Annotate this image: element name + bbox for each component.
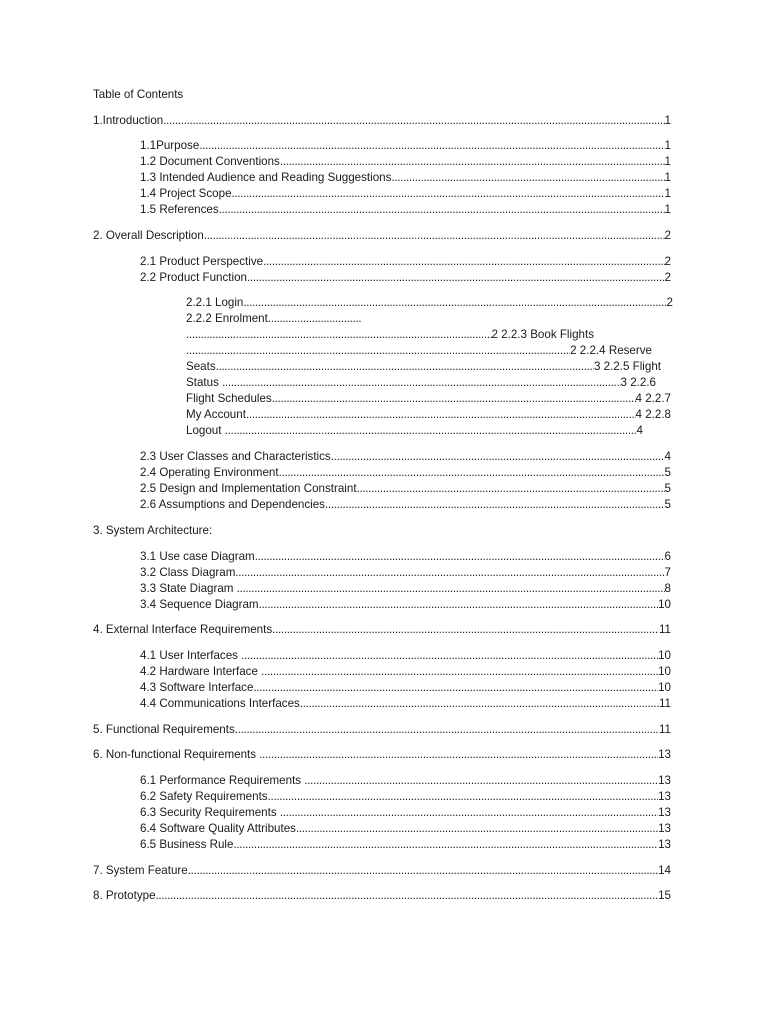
toc-entry-label: 6.1 Performance Requirements [140, 773, 305, 787]
dot-leader [156, 888, 659, 904]
toc-group [93, 138, 693, 218]
toc-group [93, 722, 693, 738]
toc-page-number: 5 [664, 466, 671, 480]
toc-entry-label: 3. System Architecture: [93, 523, 213, 537]
toc-subitem-line [186, 327, 594, 343]
toc-page-number: 15 [658, 889, 671, 903]
toc-page-number: 13 [658, 821, 671, 835]
toc-entry-label: 1.2 Document Conventions [140, 155, 280, 169]
toc-page-number: 1 [664, 139, 671, 153]
toc-group [93, 549, 693, 613]
toc-group [93, 622, 693, 638]
toc-title: Table of Contents [93, 88, 184, 101]
dot-leader [325, 497, 665, 513]
toc-subsection-entry [140, 497, 671, 513]
toc-page-number: 13 [658, 789, 671, 803]
dot-leader [272, 391, 636, 407]
toc-subsection-entry [140, 154, 671, 170]
toc-line-tail: 2 2.2.3 Book Flights [491, 328, 594, 342]
dot-leader [296, 821, 658, 837]
dot-leader [225, 423, 637, 439]
toc-subitem-line [186, 343, 652, 359]
toc-group [93, 648, 693, 712]
toc-subsection-entry [140, 465, 671, 481]
toc-line-tail: 3 2.2.5 Flight [593, 360, 661, 374]
toc-group [93, 254, 693, 286]
toc-entry-label: 4.2 Hardware Interface [140, 664, 262, 678]
dot-leader [188, 863, 658, 879]
toc-entry-label: 6.4 Software Quality Attributes [140, 821, 296, 835]
toc-page-number: 14 [658, 863, 671, 877]
toc-subsection-entry [140, 680, 671, 696]
dot-leader [279, 465, 665, 481]
toc-entry-label: 6.5 Business Rule [140, 837, 234, 851]
toc-page-number: 10 [658, 597, 671, 611]
toc-subsection-entry [140, 481, 671, 497]
toc-group [93, 863, 693, 879]
toc-section-entry [93, 523, 671, 539]
toc-subsection-entry [140, 805, 671, 821]
toc-page-number: 1 [664, 203, 671, 217]
toc-subsection-entry [140, 789, 671, 805]
toc-entry-label: 7. System Feature [93, 863, 188, 877]
toc-entry-label: 4.4 Communications Interfaces [140, 696, 300, 710]
toc-page-number: 2 [664, 229, 671, 243]
dot-leader [300, 696, 659, 712]
toc-subitem-line [186, 375, 656, 391]
toc-section-entry [93, 622, 671, 638]
dot-leader [199, 138, 664, 154]
dot-leader [219, 202, 665, 218]
toc-entry-label: 6.2 Safety Requirements [140, 789, 268, 803]
toc-page-number: 7 [664, 565, 671, 579]
toc-page-number: 1 [664, 113, 671, 127]
toc-page-number: 10 [658, 680, 671, 694]
toc-subitem-line [186, 311, 361, 327]
toc-entry-label: 6.3 Security Requirements [140, 805, 280, 819]
toc-group [93, 295, 693, 439]
toc-page-number: 6 [664, 549, 671, 563]
dot-leader [268, 311, 361, 327]
toc-entry-label: Status [186, 376, 223, 390]
toc-line-tail: 4 2.2.8 [635, 408, 671, 422]
toc-group [93, 449, 693, 513]
toc-line-tail: 4 2.2.7 [635, 392, 671, 406]
toc-page-number: 11 [658, 722, 671, 736]
dot-leader [241, 648, 658, 664]
toc-entry-label: Logout [186, 424, 225, 438]
toc-subitem-line [186, 423, 643, 439]
toc-page-number: 11 [658, 696, 671, 710]
toc-entry-label: 2.2.2 Enrolment [186, 312, 268, 326]
toc-section-entry [93, 228, 671, 244]
dot-leader [263, 254, 664, 270]
toc-section-entry [93, 722, 671, 738]
dot-leader [261, 664, 658, 680]
toc-entry-label: 4.1 User Interfaces [140, 648, 242, 662]
toc-subsection-entry [140, 270, 671, 286]
toc-subsection-entry [140, 565, 671, 581]
dot-leader [237, 581, 665, 597]
toc-page-number: 10 [658, 648, 671, 662]
toc-section-entry [93, 888, 671, 904]
toc-subsection-entry [140, 597, 671, 613]
toc-entry-label: 2.5 Design and Implementation Constraint [140, 482, 357, 496]
toc-page-number: 10 [658, 664, 671, 678]
toc-page-number: 2 [664, 270, 671, 284]
toc-entry-label: 6. Non-functional Requirements [93, 748, 260, 762]
toc-page-number: 5 [664, 498, 671, 512]
toc-entry-label: 3.1 Use case Diagram [140, 549, 255, 563]
toc-subsection-entry [140, 254, 671, 270]
toc-page-number: 2 [664, 254, 671, 268]
toc-page-number: 4 [664, 450, 671, 464]
toc-subsection-entry [140, 170, 671, 186]
toc-subsection-entry [140, 821, 671, 837]
toc-entry-label: 2.1 Product Perspective [140, 254, 264, 268]
toc-section-entry [93, 113, 671, 129]
toc-page-number: 5 [664, 482, 671, 496]
toc-group [93, 523, 693, 539]
toc-entry-label: 2.4 Operating Environment [140, 466, 279, 480]
dot-leader [304, 773, 658, 789]
dot-leader [204, 228, 665, 244]
toc-entry-label: 3.3 State Diagram [140, 581, 237, 595]
toc-entry-label: 5. Functional Requirements [93, 722, 235, 736]
toc-page-number: 1 [664, 155, 671, 169]
toc-page-number: 8 [664, 581, 671, 595]
dot-leader [255, 549, 665, 565]
dot-leader [243, 295, 666, 311]
toc-entry-label: 1.5 References [140, 203, 219, 217]
dot-leader [246, 407, 636, 423]
toc-subsection-entry [140, 773, 671, 789]
toc-subsection-entry [140, 837, 671, 853]
toc-entry-label: Flight Schedules [186, 392, 272, 406]
toc-page-number: 13 [658, 837, 671, 851]
toc-subsection-entry [140, 202, 671, 218]
toc-entry-label: My Account [186, 408, 246, 422]
toc-entry-label: 8. Prototype [93, 889, 156, 903]
toc-group [93, 773, 693, 853]
toc-subsection-entry [140, 648, 671, 664]
dot-leader [247, 270, 665, 286]
dot-leader [280, 805, 658, 821]
dot-leader [268, 789, 658, 805]
toc-subsection-entry [140, 696, 671, 712]
toc-line-tail: 2 [666, 296, 673, 310]
toc-subsection-entry [140, 581, 671, 597]
toc-entry-label: 2.6 Assumptions and Dependencies [140, 498, 325, 512]
toc-entry-label: 1.Introduction [93, 113, 164, 127]
dot-leader [163, 113, 664, 129]
toc-line-tail: 2 2.2.4 Reserve [570, 344, 652, 358]
toc-entry-label: 4. External Interface Requirements [93, 623, 273, 637]
dot-leader [222, 375, 620, 391]
toc-page-number: 13 [658, 748, 671, 762]
table-of-contents-page [93, 87, 693, 904]
toc-group [93, 747, 693, 763]
toc-entry-label: Seats [186, 360, 216, 374]
toc-subsection-entry [140, 449, 671, 465]
dot-leader [391, 170, 664, 186]
toc-subitem-line [186, 295, 673, 311]
toc-entry-label: 2.2.1 Login [186, 296, 244, 310]
toc-group [93, 113, 693, 129]
toc-entry-label: 4.3 Software Interface [140, 680, 254, 694]
dot-leader [331, 449, 665, 465]
toc-line-tail: 3 2.2.6 [620, 376, 656, 390]
toc-section-entry [93, 747, 671, 763]
dot-leader [259, 747, 658, 763]
toc-page-number: 13 [658, 805, 671, 819]
toc-entry-label: 2.3 User Classes and Characteristics [140, 450, 331, 464]
toc-subsection-entry [140, 549, 671, 565]
toc-group [93, 888, 693, 904]
dot-leader [232, 186, 665, 202]
toc-section-entry [93, 863, 671, 879]
toc-page-number: 1 [664, 171, 671, 185]
dot-leader [253, 680, 658, 696]
toc-page-number: 13 [658, 773, 671, 787]
toc-entry-label: 3.2 Class Diagram [140, 565, 236, 579]
toc-subsection-entry [140, 138, 671, 154]
toc-subitem-line [186, 407, 671, 423]
dot-leader [186, 327, 492, 343]
dot-leader [235, 722, 659, 738]
dot-leader [272, 622, 659, 638]
toc-subitem-line [186, 391, 671, 407]
dot-leader [216, 359, 594, 375]
dot-leader [259, 597, 659, 613]
dot-leader [280, 154, 665, 170]
toc-entry-label: 2.2 Product Function [140, 270, 247, 284]
toc-entry-label: 2. Overall Description [93, 229, 204, 243]
toc-entry-label: 1.1Purpose [140, 139, 200, 153]
dot-leader [233, 837, 658, 853]
toc-entry-label: 3.4 Sequence Diagram [140, 597, 259, 611]
toc-subsection-entry [140, 186, 671, 202]
toc-page-number: 1 [664, 187, 671, 201]
toc-entry-label: 1.3 Intended Audience and Reading Suggestions [140, 171, 392, 185]
toc-page-number: 11 [658, 623, 671, 637]
toc-subsection-entry [140, 664, 671, 680]
toc-line-tail: 4 [636, 424, 643, 438]
toc-group [93, 228, 693, 244]
toc-entry-label: 1.4 Project Scope [140, 187, 232, 201]
dot-leader [357, 481, 665, 497]
dot-leader [186, 343, 570, 359]
dot-leader [235, 565, 664, 581]
toc-subitem-line [186, 359, 661, 375]
